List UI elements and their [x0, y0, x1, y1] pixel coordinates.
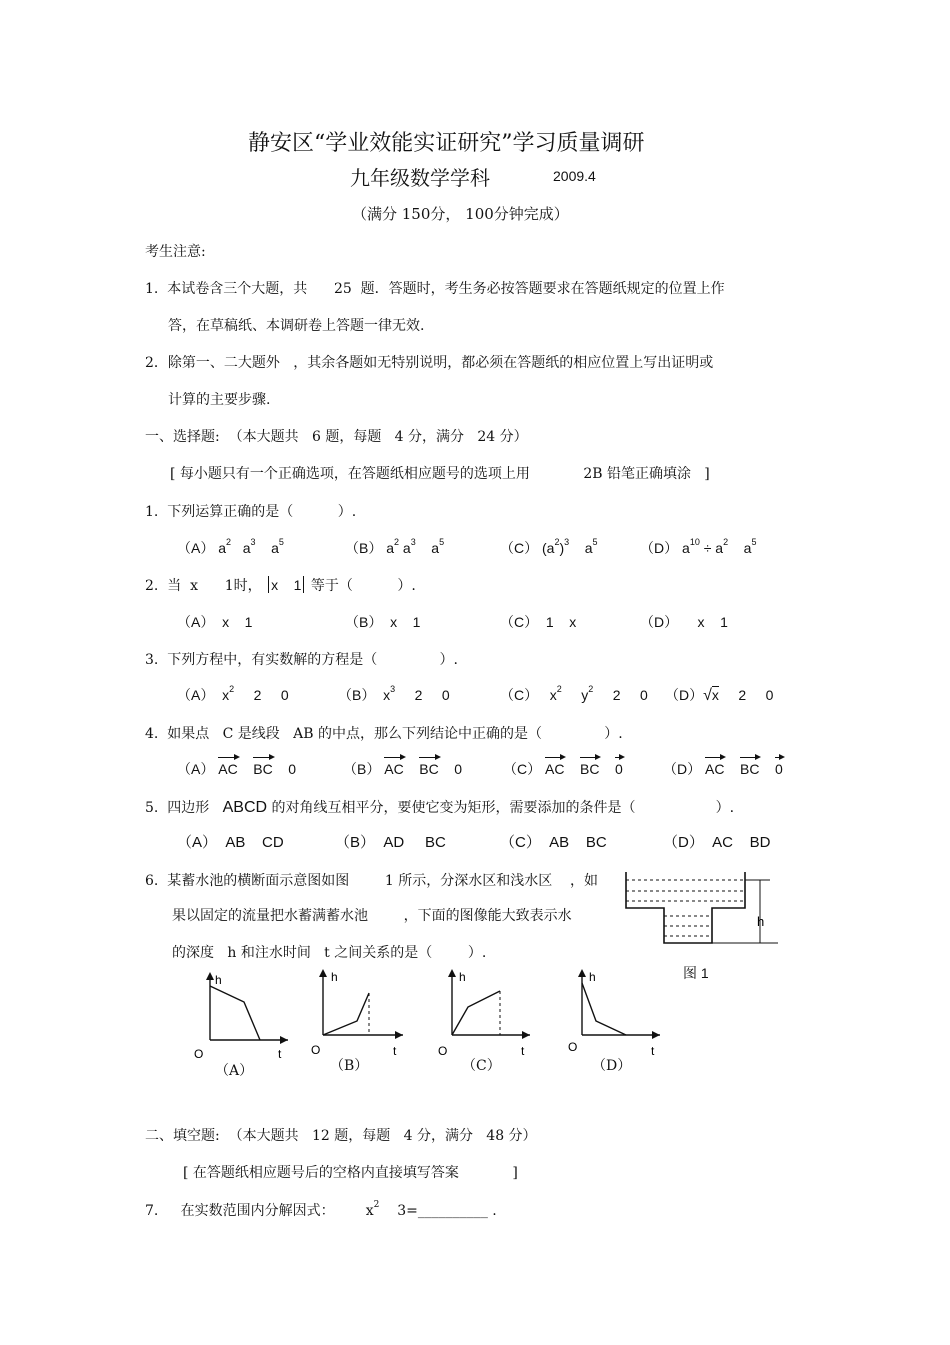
graph-d: [562, 963, 667, 1058]
graph-b-curve: [323, 993, 369, 1035]
svg-text:O: O: [311, 1043, 321, 1057]
graph-c-label: （C）: [462, 1058, 501, 1074]
q3-option-d: （D）√x 2 0: [665, 687, 774, 704]
svg-text:h: h: [331, 970, 338, 984]
q5-option-c: （C） AB BC: [500, 834, 607, 851]
svg-text:t: t: [278, 1047, 282, 1061]
q3-stem: 3. 下列方程中，有实数解的方程是（ ）.: [145, 652, 459, 668]
section1-instruction: [ 每小题只有一个正确选项，在答题纸相应题号的选项上用 2B 铅笔正确填涂 ]: [170, 466, 710, 482]
notice-item-2: 2．除第一、二大题外 ，其余各题如无特别说明，都必须在答题纸的相应位置上写出证明或: [145, 355, 714, 371]
svg-text:O: O: [438, 1044, 448, 1058]
graph-c: [432, 963, 537, 1058]
q2-option-a: （A） x 1: [177, 614, 253, 630]
graph-a: [188, 968, 293, 1063]
figure-1-caption: 图 1: [683, 965, 709, 981]
notice-item-1: 1. 本试卷含三个大题，共 25 题．答题时，考生务必按答题要求在答题纸规定的位置上作: [145, 281, 725, 297]
q7-answer-blank[interactable]: __________: [417, 1203, 488, 1219]
graph-a-label: （A）: [215, 1063, 254, 1079]
exam-subtitle: 九年级数学学科: [350, 166, 490, 190]
notice-item-2-cont: 计算的主要步骤.: [168, 392, 271, 408]
q1-option-d: （D） $a^{10} \div a^2$ $a^5$: [640, 537, 757, 556]
q1-option-b: （B） $a^2$ $a^3$ $a^5$: [345, 537, 445, 556]
q4-option-c: （C） AC BC 0: [503, 761, 623, 777]
svg-text:t: t: [393, 1044, 397, 1058]
q5-option-b: （B） AD BC: [335, 834, 446, 851]
q3-option-c: （C） $x^2$ $y^2$ 2 0: [500, 684, 648, 703]
score-note: （满分 150分， 100分钟完成）: [352, 205, 569, 223]
q6-line-1: 6. 某蓄水池的横断面示意图如图 1 所示，分深水区和浅水区 ，如: [145, 873, 599, 889]
reservoir-figure: [620, 868, 785, 948]
q6-line-3: 的深度 h 和注水时间 t 之间关系的是（ ）.: [172, 945, 487, 961]
graph-c-curve: [452, 991, 500, 1035]
q3-option-b: （B） $x^3$ 2 0: [338, 684, 450, 703]
exam-date: 2009.4: [553, 168, 596, 184]
q4-option-b: （B） AC BC 0: [343, 761, 463, 777]
svg-text:t: t: [651, 1044, 655, 1058]
svg-text:h: h: [459, 970, 466, 984]
section1-heading: 一、选择题: （本大题共 6 题，每题 4 分，满分 24 分）: [145, 429, 528, 445]
graph-b: [305, 963, 410, 1058]
q6-line-2: 果以固定的流量把水蓄满蓄水池 ，下面的图像能大致表示水: [172, 908, 572, 924]
svg-text:O: O: [568, 1040, 578, 1054]
q5-option-a: （A） AB CD: [177, 834, 284, 851]
svg-text:h: h: [589, 970, 596, 984]
graph-a-curve: [210, 986, 260, 1040]
q4-stem: 4. 如果点 C 是线段 AB 的中点，那么下列结论中正确的是（ ）.: [145, 726, 623, 742]
graph-d-label: （D）: [592, 1058, 632, 1074]
q7-stem: 7. 在实数范围内分解因式： $x^2$ 3=__________ .: [145, 1200, 497, 1219]
svg-text:O: O: [194, 1047, 204, 1061]
q2-option-b: （B） x 1: [345, 614, 421, 630]
svg-text:t: t: [521, 1044, 525, 1058]
notice-item-1-cont: 答，在草稿纸、本调研卷上答题一律无效.: [168, 318, 425, 334]
q5-option-d: （D） AC BD: [663, 834, 771, 851]
section2-heading: 二、填空题: （本大题共 12 题，每题 4 分，满分 48 分）: [145, 1128, 537, 1144]
q2-option-c: （C） 1 x: [500, 614, 577, 630]
svg-text:h: h: [215, 973, 222, 987]
q2-stem: 2. 当 x 1时， x 1 等于（ ）.: [145, 577, 416, 594]
q4-option-d: （D） AC BC 0: [663, 761, 783, 777]
graph-d-curve: [582, 983, 626, 1035]
figure-h-label: h: [757, 914, 765, 929]
graph-b-label: （B）: [330, 1058, 369, 1074]
q1-option-c: （C） $(a^2)^3$ $a^5$: [500, 537, 598, 556]
q1-stem: 1. 下列运算正确的是（ ）.: [145, 504, 357, 520]
section2-instruction: [ 在答题纸相应题号后的空格内直接填写答案 ]: [183, 1165, 518, 1181]
q2-option-d: （D） x 1: [640, 614, 728, 630]
q4-option-a: （A） AC BC 0: [177, 761, 297, 777]
q1-option-a: （A） $a^2$ $a^3$ $a^5$: [177, 537, 284, 556]
q5-stem: 5. 四边形 ABCD 的对角线互相平分，要使它变为矩形，需要添加的条件是（ ）.: [145, 799, 735, 816]
notice-label: 考生注意:: [145, 244, 206, 260]
q3-option-a: （A） $x^2$ 2 0: [177, 684, 289, 703]
exam-title: 静安区“学业效能实证研究”学习质量调研: [248, 131, 645, 156]
